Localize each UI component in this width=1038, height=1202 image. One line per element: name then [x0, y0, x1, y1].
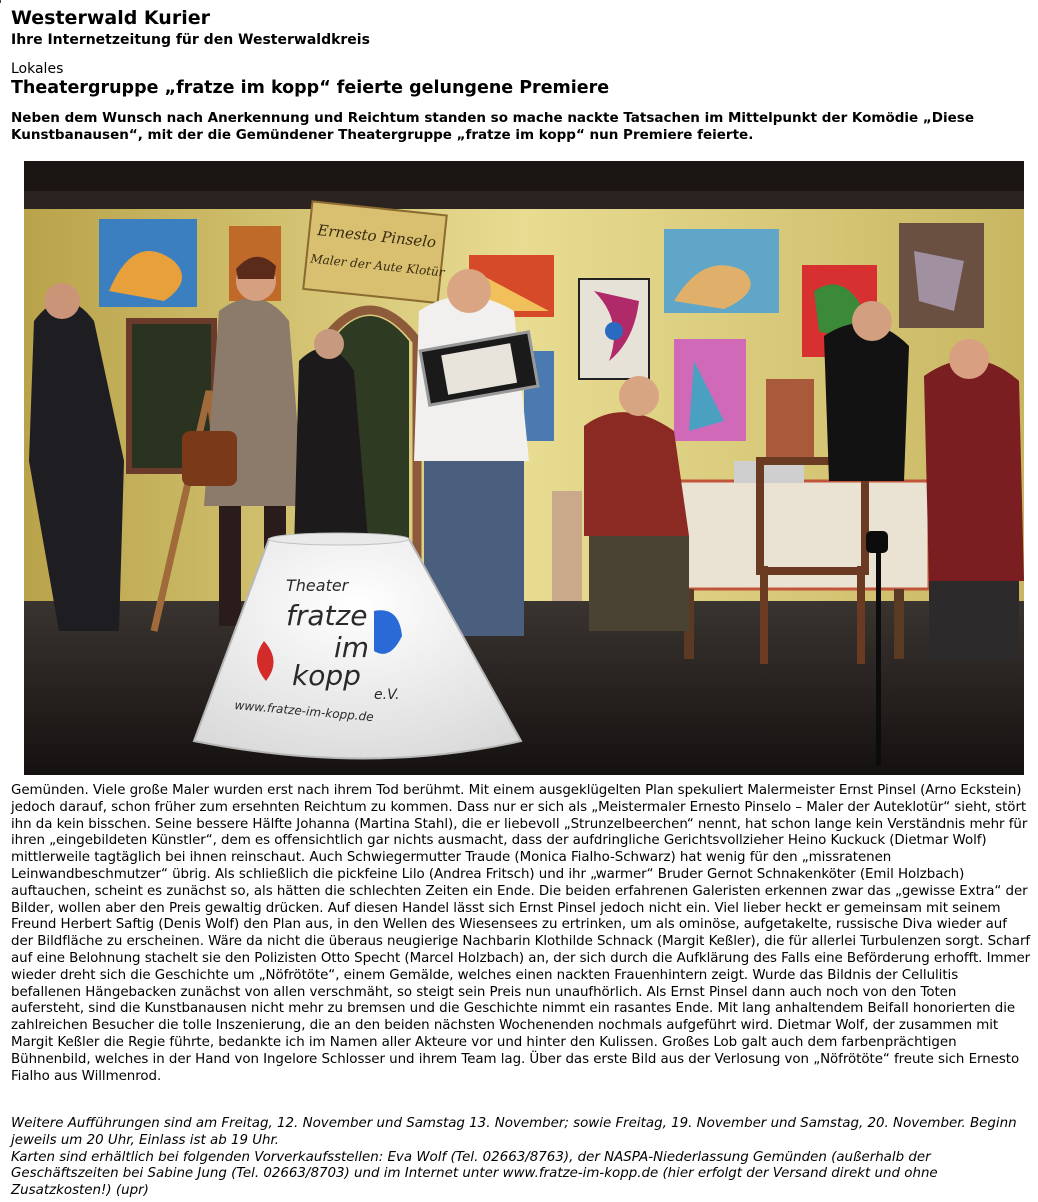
article-lead: Neben dem Wunsch nach Anerkennung und Reichtum standen so mache nackte Tatsachen im Mittelpunkt der Komödie „Diese Kunstbanausen“, mit der die Gemündener Theatergruppe „fratze im kopp“ nun Premiere feierte.	[11, 110, 974, 143]
lamp-text-kopp: kopp	[292, 659, 361, 692]
lamp-text-fratze: fratze	[286, 599, 368, 632]
lamp-text-ev: e.V.	[374, 687, 400, 703]
performance-dates: Weitere Aufführungen sind am Freitag, 12. November und Samstag 13. November; sowie Freitag, 19. November und Samstag, 20. November. Beginn jeweils um 20 Uhr, Einlass ist ab 19 Uhr.	[11, 1116, 1017, 1148]
section-label[interactable]: Lokales	[11, 61, 64, 77]
ticket-info: Karten sind erhältlich bei folgenden Vorverkaufsstellen: Eva Wolf (Tel. 02663/8763), der NASPA-Niederlassung Gemünden (außerhalb der Geschäftszeiten bei Sabine Jung (Tel. 02663/8703) und im Internet unter www.fratze-im-kopp.de (hier erfolgt der Versand direkt und ohne Zusatzkosten!) (upr)	[11, 1149, 938, 1199]
lamp-text-theater: Theater	[286, 576, 349, 595]
top-edge-mark	[0, 0, 1, 3]
article-photo	[24, 161, 1024, 775]
article-body: Gemünden. Viele große Maler wurden erst nach ihrem Tod berühmt. Mit einem ausgeklügelten Plan spekuliert Malermeister Ernst Pinsel (Arno Eckstein) jedoch darauf, schon früher zum ersehnten Reichtum zu kommen. Dass nur er sich als „Meistermaler Ernesto Pinselo – Maler der Auteklotür“ sieht, stört ihn da kein bisschen. Seine bessere Hälfte Johanna (Martina Stahl), die er liebevoll „Strunzelbeerchen“ nennt, hat schon lange kein Verständnis mehr für ihren „eingebildeten Künstler“, dem es offensichtlich gar nichts ausmacht, dass der aufdringliche Gerichtsvollzieher Heino Kuckuck (Dietmar Wolf) mittlerweile tagtäglich bei ihnen reinschaut. Auch Schwiegermutter Traude (Monica Fialho-Schwarz) hat wenig für den „missratenen Leinwandbeschmutzer“ übrig. Als schließlich die pickfeine Lilo (Andrea Fritsch) und ihr „warmer“ Bruder Gernot Schnakenköter (Emil Holzbach) auftauchen, scheint es zunächst so, als hätten die schlechten Zeiten ein Ende. Die beiden erfahrenen Galeristen erkennen zwar das „gewisse Extra“ der Bilder, wollen aber den Preis gewaltig drücken. Auf diesen Handel lässt sich Ernst Pinsel jedoch nicht ein. Viel lieber heckt er gemeinsam mit seinem Freund Herbert Saftig (Denis Wolf) den Plan aus, in den Wellen des Wiesensees zu ertrinken, um als ominöse, aufgetakelte, russische Diva wieder auf der Bildfläche zu erscheinen. Wäre da nicht die überaus neugierige Nachbarin Klothilde Schnack (Margit Keßler), die für allerlei Turbulenzen sorgt. Scharf auf eine Belohnung stachelt sie den Polizisten Otto Specht (Marcel Holzbach) an, der sich durch die Aufklärung des Falls eine Beförderung erhofft. Immer wieder dreht sich die Geschichte um „Nöfrötöte“, einem Gemälde, welches einen nackten Frauenhintern zeigt. Wurde das Bildnis der Cellulitis befallenen Hängebacken zunächst von allen verschmäht, so steigt sein Preis nun unaufhörlich. Als Ernst Pinsel dann auch noch von den Toten aufersteht, sind die Kunstbanausen nicht mehr zu bremsen und die Geschichte nimmt ein rasantes Ende. Mit lang anhaltendem Beifall honorierten die zahlreichen Besucher die tolle Inszenierung, die an den beiden nächsten Wochenenden nochmals aufgeführt wird. Dietmar Wolf, der zusammen mit Margit Keßler die Regie führte, bedankte ich im Namen aller Akteure vor und hinter den Kulissen. Großes Lob galt auch dem farbenprächtigen Bühnenbild, welches in der Hand von Ingelore Schlosser und ihrem Team lag. Über das erste Bild aus der Verlosung von „Nöfrötöte“ freute sich Ernesto Fialho aus Willmenrod.	[11, 783, 1031, 1084]
lamp-text-url: www.fratze-im-kopp.de	[234, 698, 375, 725]
site-title[interactable]: Westerwald Kurier	[11, 7, 210, 29]
site-subtitle: Ihre Internetzeitung für den Westerwaldkreis	[11, 32, 370, 48]
actor-right-man	[924, 339, 1024, 661]
sign-line-1: Ernesto Pinselo	[316, 221, 437, 252]
article-info	[11, 1116, 1031, 1200]
lamp-text-im: im	[334, 631, 370, 664]
sign-line-2: Maler der Aute Klotür	[309, 251, 446, 280]
stage-sign	[303, 201, 451, 303]
article-headline: Theatergruppe „fratze im kopp“ feierte gelungene Premiere	[11, 78, 610, 98]
